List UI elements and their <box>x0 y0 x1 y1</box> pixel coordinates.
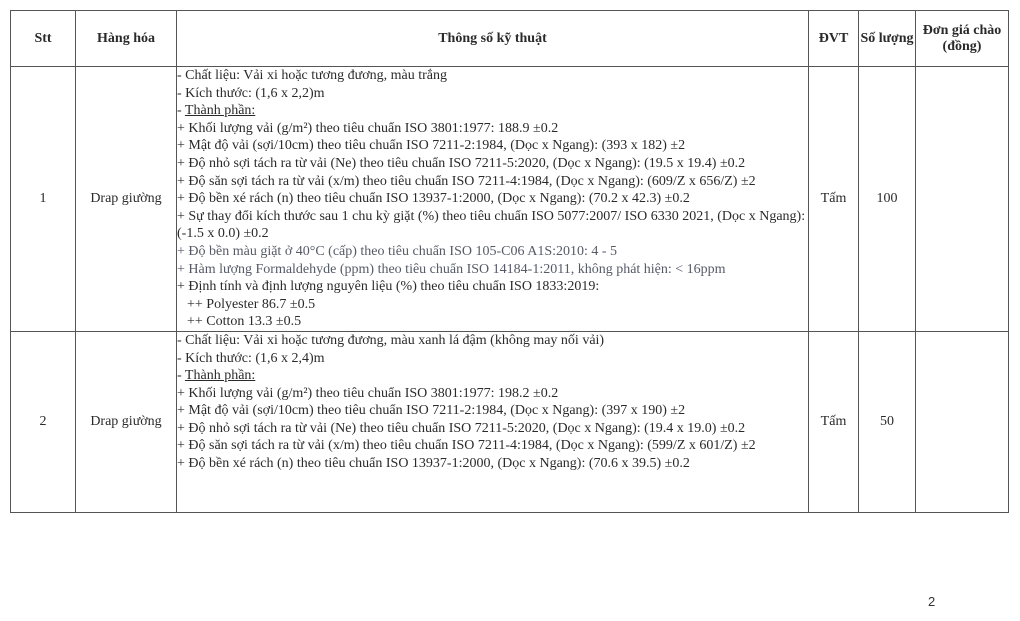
page-number: 2 <box>928 594 936 609</box>
cell-stt: 1 <box>11 67 76 332</box>
spec-section-heading: Thành phần: <box>184 103 256 119</box>
spec-line: + Định tính và định lượng nguyên liệu (%) theo tiêu chuẩn ISO 1833:2019: <box>177 279 600 295</box>
cell-so-luong: 50 <box>859 331 916 512</box>
spec-line: + Độ săn sợi tách ra từ vải (x/m) theo tiêu chuẩn ISO 7211-4:1984, (Dọc x Ngang): (609/Z x 656/Z) ±2 <box>177 173 756 189</box>
cell-hang-hoa: Drap giường <box>76 67 177 332</box>
spec-line: + Mật độ vải (sợi/10cm) theo tiêu chuẩn ISO 7211-2:1984, (Dọc x Ngang): (393 x 182) ±2 <box>177 138 686 154</box>
spec-line: + Hàm lượng Formaldehyde (ppm) theo tiêu chuẩn ISO 14184-1:2011, không phát hiện: < 16ppm <box>177 261 726 277</box>
spec-line: ++ Cotton 13.3 ±0.5 <box>187 314 302 330</box>
cell-don-gia <box>916 67 1009 332</box>
header-don-gia: Đơn giá chào (đồng) <box>916 11 1009 67</box>
spec-line: - Thành phần: <box>177 368 256 384</box>
spec-line: - Chất liệu: Vải xi hoặc tương đương, màu xanh lá đậm (không may nối vải) <box>177 332 605 348</box>
spec-line: + Độ săn sợi tách ra từ vải (x/m) theo tiêu chuẩn ISO 7211-4:1984, (Dọc x Ngang): (599/Z x 601/Z) ±2 <box>177 438 756 454</box>
cell-dvt: Tấm <box>809 67 859 332</box>
spec-line: + Độ bền xé rách (n) theo tiêu chuẩn ISO 13937-1:2000, (Dọc x Ngang): (70.6 x 39.5) ±0.2 <box>177 456 690 472</box>
spec-line: + Khối lượng vải (g/m²) theo tiêu chuẩn ISO 3801:1977: 198.2 ±0.2 <box>177 385 559 401</box>
header-stt: Stt <box>11 11 76 67</box>
spec-line: - Kích thước: (1,6 x 2,4)m <box>177 350 325 366</box>
spec-line: - Chất liệu: Vải xi hoặc tương đương, màu trắng <box>177 68 448 83</box>
spec-line: + Độ nhỏ sợi tách ra từ vải (Ne) theo tiêu chuẩn ISO 7211-5:2020, (Dọc x Ngang): (19.4 x 19.0) ±0.2 <box>177 420 746 436</box>
cell-spec <box>177 331 809 512</box>
spec-line: + Sự thay đổi kích thước sau 1 chu kỳ giặt (%) theo tiêu chuẩn ISO 5077:2007/ ISO 6330 2021, (Dọc x Ngang): (-1.5 x 0.0) ±0.2 <box>177 208 806 242</box>
cell-don-gia <box>916 331 1009 512</box>
header-thong-so: Thông số kỹ thuật <box>177 11 809 67</box>
spec-line: - Kích thước: (1,6 x 2,2)m <box>177 85 325 101</box>
cell-so-luong: 100 <box>859 67 916 332</box>
spec-line: - Thành phần: <box>177 103 256 119</box>
cell-dvt: Tấm <box>809 331 859 512</box>
spec-line: + Mật độ vải (sợi/10cm) theo tiêu chuẩn ISO 7211-2:1984, (Dọc x Ngang): (397 x 190) ±2 <box>177 403 686 419</box>
spec-table <box>10 10 1009 513</box>
spec-section-heading: Thành phần: <box>184 368 256 384</box>
header-so-luong: Số lượng <box>859 11 916 67</box>
spec-line: + Khối lượng vải (g/m²) theo tiêu chuẩn ISO 3801:1977: 188.9 ±0.2 <box>177 120 559 136</box>
table-row <box>11 67 1009 332</box>
header-row <box>11 11 1009 67</box>
spec-line: + Độ nhỏ sợi tách ra từ vải (Ne) theo tiêu chuẩn ISO 7211-5:2020, (Dọc x Ngang): (19.5 x 19.4) ±0.2 <box>177 155 746 171</box>
spec-line: + Độ bền xé rách (n) theo tiêu chuẩn ISO 13937-1:2000, (Dọc x Ngang): (70.2 x 42.3) ±0.2 <box>177 191 690 207</box>
table-row <box>11 331 1009 512</box>
cell-stt: 2 <box>11 331 76 512</box>
spec-line: ++ Polyester 86.7 ±0.5 <box>187 296 316 312</box>
header-hang-hoa: Hàng hóa <box>76 11 177 67</box>
spec-line: + Độ bền màu giặt ở 40°C (cấp) theo tiêu chuẩn ISO 105-C06 A1S:2010: 4 - 5 <box>177 243 618 259</box>
cell-hang-hoa: Drap giường <box>76 331 177 512</box>
header-dvt: ĐVT <box>809 11 859 67</box>
cell-spec <box>177 67 809 332</box>
